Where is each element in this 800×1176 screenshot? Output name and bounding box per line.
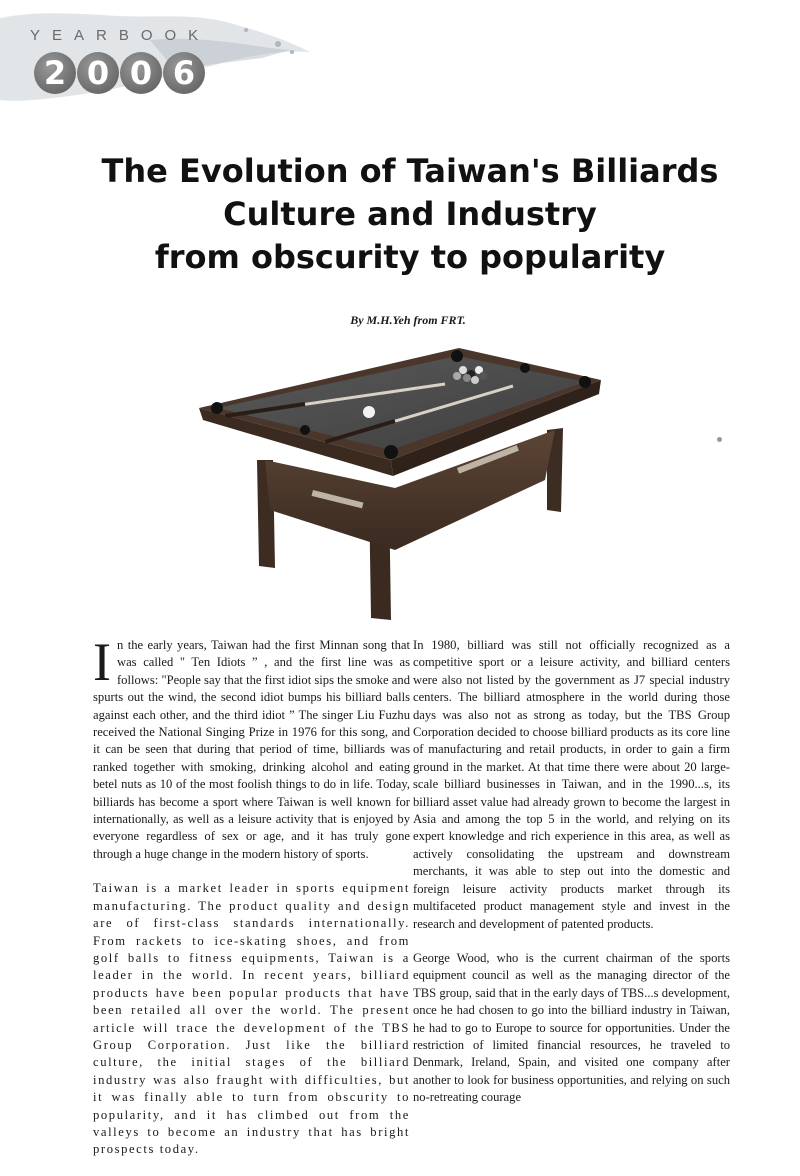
paragraph: George Wood, who is the current chairman of the sports equipment council as well as the managing director of the TBS group, said that in the early days of TBS...s development, once he had chosen to go into the billiard industry in Taiwan, he had to go to Europe to source for opportunities. Under the restriction of limited financial resources, he traveled to Denmark, Ireland, Spain, and visited one company after another to look for business opportunities, and relying on such no-retreating courage — [413, 950, 730, 1105]
cue-ball — [363, 406, 375, 418]
paragraph: Taiwan is a market leader in sports equipment manufacturing. The product quality and design are of first-class standards internationally. From rackets to ice-skating shoes, and from golf balls to fitness equipments, Taiwan is a leader in the world. In recent years, billiard products have been popular products that have been retailed all over the world. The present article will trace the development of the TBS Group Corporation. Just like the billiard culture, the initial stages of the billiard industry was also fraught with difficulties, but it was finally able to turn from obscurity to popularity, and it has climbed out from the valleys to become an industry that has bright prospects today. — [93, 881, 410, 1157]
yearbook-wordmark: YEARBOOK — [30, 27, 211, 44]
byline: By M.H.Yeh from FRT. — [350, 313, 466, 327]
paragraph: In 1980, billiard was still not officially recognized as a competitive sport or a leisure activity, and billiard centers were also not listed by the government as J7 special industry centers. The billiard atmosphere in the world during those days was also not as strong as today, but the TBS Group Corporation decided to choose billiard products as its core line of manufacturing and retail products, in order to gain a firm ground in the market. At that time there were about 20 large-scale billiard businesses in Taiwan, and in the 1990...s, its billiard asset value had already grown to become the largest in Asia and among the top 5 in the world, and relying on its expert knowledge and rich experience in this area, as well as actively consolidating the upstream and downstream merchants, it was able to step out into the domestic and foreign leisure activity products market through its multifaceted product management style and invest in the research and development of patented products. — [413, 638, 730, 931]
year-digit: 6 — [163, 52, 205, 94]
year-digit: 2 — [34, 52, 76, 94]
year-digit: 0 — [120, 52, 162, 94]
article-title — [60, 150, 760, 279]
billiard-table-photo — [195, 340, 615, 625]
year-badge — [34, 52, 214, 96]
year-digit: 0 — [77, 52, 119, 94]
speck — [717, 437, 722, 442]
paragraph-text: n the early years, Taiwan had the first Minnan song that was called " Ten Idiots ” , and the first line was as follows: "People say that the first idiot sips the smoke and spurts out the wind, the second idiot bumps his billiard balls against each other, and the third idiot ” The singer Liu Fuzhu received the National Singing Prize in 1976 for this song, and it can be seen that during that period of time, billiards was ranked together with smoking, drinking alcohol and eating betel nuts as 10 of the most foolish things to do in life. Today, billiards has become a sport where Taiwan is well known for internationally, as well as a leisure activity that is enjoyed by everyone regardless of sex or age, and it has truly gone through a huge change in the modern history of sports. — [93, 638, 410, 861]
yearbook-banner — [0, 0, 320, 110]
left-column — [93, 632, 410, 1176]
drop-cap: I — [93, 632, 111, 692]
title-line: Culture and Industry — [223, 195, 597, 233]
title-line: from obscurity to popularity — [154, 238, 666, 276]
right-column — [413, 637, 730, 1124]
title-line: The Evolution of Taiwan's Billiards — [101, 152, 719, 190]
paragraph — [93, 632, 410, 863]
